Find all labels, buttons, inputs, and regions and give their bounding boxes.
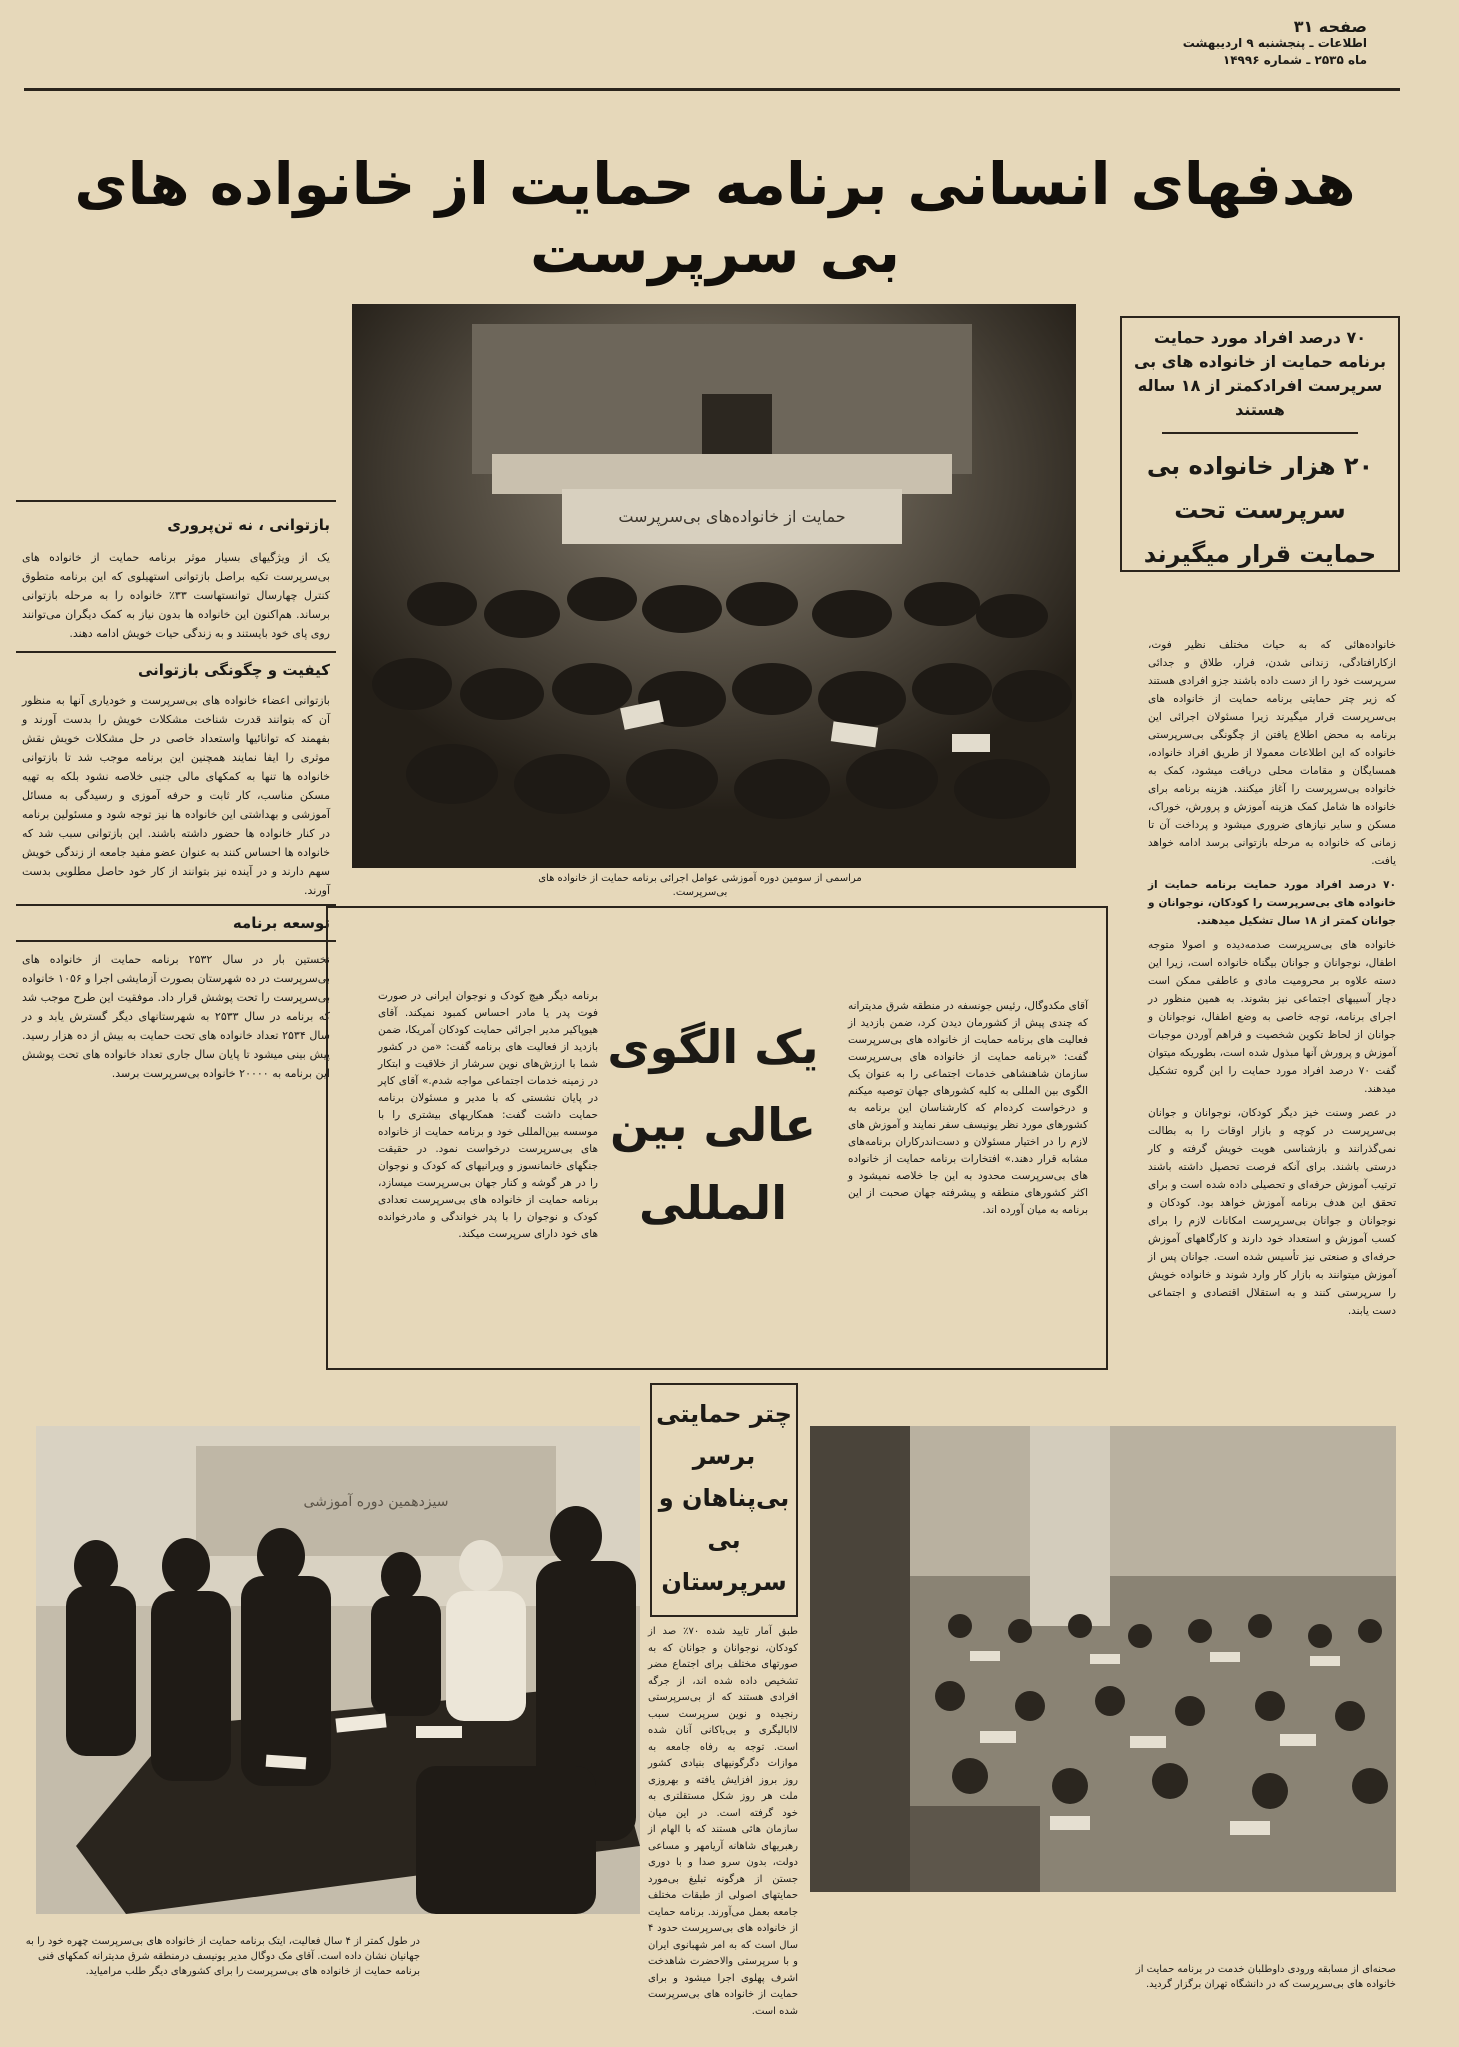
meeting-photo [36,1426,640,1914]
ceremony-banner: حمایت از خانواده‌های بی‌سرپرست [618,507,846,526]
feature-left-text: برنامه دیگر هیچ کودک و نوجوان ایرانی در صورت فوت پدر یا مادر احساس کمبود نمیکند. آقای هیوپاکیر مدیر اجرائی حمایت کودکان آمریکا، ضمن بازدید از فعالیت های برنامه گفت: «من در کشور شما با ارزش‌های نوین سرشار از خلاقیت و ابتکار در زمینه خدمات اجتماعی مواجه شدم.» آقای کاپر در پایان نشستی که با مدیر و مسئولان برنامه حمایت داشت گفت: همکاریهای بیشتری را با موسسه بین‌المللی خود و برنامه حمایت از خانواده های بی‌سرپرست درخواست نمود. در حقیقت جنگهای خانمانسوز و ویرانیهای که کودک و نوجوان را در هر گوشه و کنار جهان بی‌سرپرست میسازد، برنامه حمایت از خانواده های بی‌سرپرست تعدادی کودک و نوجوان را با پدر خواندگی و مادرخوانده های خود دارای سرپرست میکند. [378,990,598,1240]
section-title-rehab: بازتوانی ، نه تن‌پروری [167,516,330,534]
callout-box [1120,316,1400,572]
section-text-expansion: نخستین بار در سال ۲۵۳۲ برنامه حمایت از خانواده های بی‌سرپرست در ده شهرستان بصورت آزمایشی اجرا و ۱۰۵۶ خانواده بی‌سرپرست را تحت پوشش قرار داد. موفقیت این طرح موجب شد که برنامه در سال ۲۵۳۳ به شهرستانهای دیگر گسترش یابد و در سال ۲۵۳۴ تعداد خانواده های تحت حمایت به بیش از ده هزار رسید. پیش بینی میشود تا پایان سال جاری تعداد خانواده های تحت پوشش این برنامه به ۲۰۰۰۰ خانواده بی‌سرپرست برسد. [22,953,330,1080]
feature-title: یک الگوی عالی بین المللی [607,1020,819,1230]
exam-caption: صحنه‌ای از مسابقه ورودی داوطلبان خدمت در برنامه حمایت از خانواده های بی‌سرپرست که در دانشگاه تهران برگزار گردید. [1135,1964,1396,1990]
callout-divider [1162,432,1358,434]
exam-photo-image [810,1426,1396,1892]
right-paragraph-1: خانواده‌هائی که به حیات مختلف نظیر فوت، ازکارافتادگی، زندانی شدن، فرار، طلاق و جدائی سرپرست خود را از دست داده باشند جزو افرادی هستند که زیر چتر حمایتی برنامه حمایت از خانواده های بی‌سرپرست قرار میگیرند زیرا مسئولان اجرائی این برنامه به محض اطلاع یافتن از چگونگی بی‌سرپرستی خانواده که این اطلاعات معمولا از طریق افراد خانواده، همسایگان و مقامات محلی دریافت میشود، کمک به خانواده بی‌سرپرست را آغاز میکنند. هزینه برنامه برای خانواده ها شامل کمک هزینه آموزش و پرورش، خوراک، مسکن و سایر نیازهای ضروری میشود و پرداخت آن تا زمانی که خانواده به مرحله بازتوانی برسد ادامه خواهد یافت. [1148,639,1396,867]
right-paragraph-2: ۷۰ درصد افراد مورد حمایت برنامه حمایت از خانواده های بی‌سرپرست را کودکان، نوجوانان و جوانان کمتر از ۱۸ سال تشکیل میدهند. [1148,879,1396,927]
ceremony-photo [352,304,1076,868]
feature-right-text: آقای مکدوگال، رئیس جونسفه در منطقه شرق مدیترانه که چندی پیش از کشورمان دیدن کرد، ضمن بازدید از فعالیت های برنامه حمایت از خانواده های بی‌سرپرست گفت: «برنامه حمایت از خانواده های بی‌سرپرست سازمان شاهنشاهی خدمات اجتماعی را به عنوان یک الگوی بین المللی به کلیه کشورهای جهان توصیه میکنم و درخواست کرده‌ام که کارشناسان این برنامه به کشورهای مورد نظر یونیسف سفر نمایند و آموزش های لازم را در اختیار مسئولان و دست‌اندرکاران برنامه‌های مشابه قرار دهند.» افتخارات برنامه حمایت از خانواده های بی‌سرپرست محدود به این جا خلاصه نمیشود و اکثر کشورهای منطقه و پیشرفته جهان صحبت از این برنامه به میان آورده اند. [848,1000,1088,1216]
meeting-caption: در طول کمتر از ۴ سال فعالیت، ایتک برنامه حمایت از خانواده های بی‌سرپرست چهره خود را به جهانیان نشان داده است. آقای مک دوگال مدیر یونیسف درمنطقه شرق مدیترانه کمکهای فنی برنامه حمایت از خانواده های بی‌سرپرست را برای کشورهای دیگر طلب مرامیاید. [25,1936,420,1977]
issue-line-2: ماه ۲۵۳۵ ـ شماره ۱۴۹۹۶ [1222,53,1367,67]
right-column [1148,636,1396,1320]
section-text-quality: بازتوانی اعضاء خانواده های بی‌سرپرست و خودیاری آنها به منظور آن که بتوانند قدرت شناخت مشکلات خویش را بدست آورند و بفهمند که توانائیها واستعداد خاصی در حل مشکلات خویش نقش موثری را ایفا نمایند همچنین این برنامه موجب شد تا بازتوانی خانواده ها تنها به کمکهای مالی جنبی خلاصه نشود بلکه به تهیه مسکن مناسب، کار ثابت و حرفه آموزی و رسیدگی به مسائل آموزشی و بهداشتی این خانواده ها نیز توجه شود و مسئولین برنامه در کنار خانواده ها حضور داشته باشند. این بازتوانی سبب شد که خانواده ها احساس کنند به عنوان عضو مفید جامعه از زندگی خویش سهم دارند و در آینده نیز بتوانند از کار خود حاصل مطلوبی بدست آورند. [22,694,330,897]
umbrella-text: طبق آمار تایید شده ۷۰٪ صد از کودکان، نوجوانان و جوانان که به صورتهای مختلف برای اجتماع مضر تشخیص داده شده اند، از جرگه افرادی هستند که از بی‌سرپرستی رنجیده و نوین سرپرست سبب لاابالیگری و بی‌باکانی آنان شده است. توجه به رفاه جامعه به موازات دگرگونیهای بنیادی کشور روز بروز افزایش یافته و بهروزی ملت هر روز شکل مستقلتری به خود گرفته است. در این میان سازمان هائی هستند که با الهام از رهبریهای شاهانه آریامهر و مساعی دولت، بدون سرو صدا و با دوری جستن از هرگونه تبلیغ بی‌مورد حمایتهای اصولی از طبقات مختلف جامعه بعمل می‌آورند. برنامه حمایت از خانواده های بی‌سرپرست حدود ۴ سال است که به امر شهبانوی ایران و با سرپرستی والاحضرت شاهدخت اشرف پهلوی اجرا میشود و برای حمایت از خانواده های بی‌سرپرست شده است. [648,1626,799,2017]
umbrella-title: چتر حمایتی برسر بی‌پناهان و بی سرپرستان [656,1400,792,1596]
masthead [1007,18,1367,69]
page-number: صفحه ۳۱ [1293,17,1367,36]
callout-lead: ۷۰ درصد افراد مورد حمایت برنامه حمایت از خانواده های بی سرپرست افرادکمتر از ۱۸ ساله هستند [1133,328,1387,419]
callout-main: ۲۰ هزار خانواده بی سرپرست تحت حمایت قرار میگیرند [1143,452,1377,568]
page-headline: هدفهای انسانی برنامه حمایت از خانواده های بی سرپرست [74,150,1356,286]
meeting-board-text: سیزدهمین دوره آموزشی [303,1494,449,1510]
feature-box [326,906,1108,1370]
section-title-quality: کیفیت و چگونگی بازتوانی [138,661,330,679]
ceremony-photo-image [352,304,1076,868]
top-rule [24,88,1400,91]
issue-line-1: اطلاعات ـ پنجشنبه ۹ اردیبهشت [1182,36,1367,50]
meeting-photo-image [36,1426,640,1914]
left-column [16,500,336,1091]
ceremony-caption: مراسمی از سومین دوره آموزشی عوامل اجرائی برنامه حمایت از خانواده های بی‌سرپرست. [538,873,862,898]
exam-photo [810,1426,1396,1892]
section-text-rehab: یک از ویژگیهای بسیار موثر برنامه حمایت از خانواده های بی‌سرپرست تکیه براصل بازتوانی استهیلوی که این برنامه متطوق کنترل چهارسال توانستهاست ۳۳٪ خانواده را به مرحله بازتوانی برساند. هم‌اکنون این خانواده ها بدون نیاز به کمک دیگران می‌توانند روی پای خود بایستند و به زندگی حیات خویش ادامه دهند. [22,551,330,640]
right-paragraph-4: در عصر وسنت خیز دیگر کودکان، نوجوانان و جوانان بی‌سرپرست در کوچه و بازار اوقات را به بطالت نمی‌گذرانند و بازشناسی هویت خویش گرفته و کار درستی باشند. برای آنکه فرصت تحصیل داشته باشند ترتیب آموزش حرفه‌ای و تحصیلی داده شده است و برای تحقق این هدف برنامه آموزش خواهد بود. کودکان و نوجوانان و جوانان بی‌سرپرست امکانات لازم را برای کسب آموزش و استعداد خود دارند و کارگاههای آموزش حرفه‌ای و صنعتی نیز تأسیس شده است. جوانان پس از آموزش میتوانند به بازار کار وارد شوند و خانواده خویش را سرپرستی کنند و به استقلال اقتصادی و اجتماعی دست یابند. [1148,1107,1396,1317]
umbrella-title-box [650,1383,798,1617]
section-title-expansion: توسعه برنامه [232,914,330,932]
right-paragraph-3: خانواده های بی‌سرپرست صدمه‌دیده و اصولا متوجه اطفال، نوجوانان و جوانان بیگناه خانواده است، زیرا این دسته علاوه بر محرومیت مادی و عاطفی ممکن است دچار آسیبهای اجتماعی نیز بشوند. به همین منظور در اجرای برنامه، توجه خاصی به وضع اطفال، نوجوانان و جوانان از لحاظ تکوین شخصیت و فراهم آوردن موجبات آموزش و پرورش آنها مبذول شده است، بطوریکه میتوان گفت ۷۰ درصد افراد مورد حمایت را این گروه تشکیل میدهند. [1148,939,1396,1095]
